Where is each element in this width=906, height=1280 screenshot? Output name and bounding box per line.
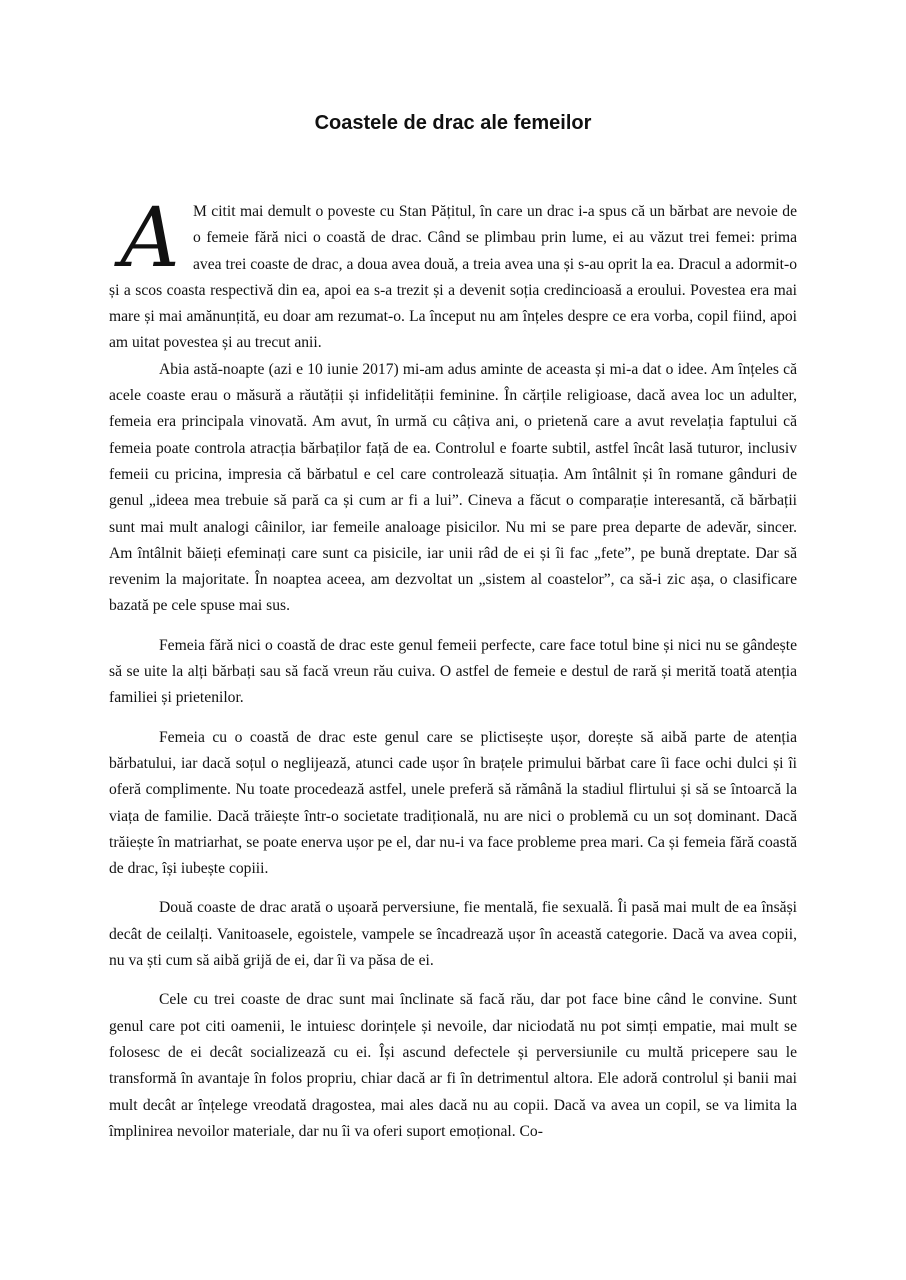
article-body	[109, 191, 797, 1145]
paragraph-4: Femeia cu o coastă de drac este genul care se plictisește ușor, dorește să aibă parte de atenția bărbatului, iar dacă soțul o neglijează, atunci cade ușor în brațele primului bărbat care îi face ochi dulci și îi oferă complimente. Nu toate procedează astfel, unele preferă să rămână la stadiul flirtului și să se întoarcă la viața de familie. Dacă trăiește într-o societate tradițională, nu are nici o problemă cu un soț dominant. Dacă trăiește în matriarhat, se poate enerva ușor pe el, dar nu-i va face probleme prea mari. Ca și femeia fără coastă de drac, își iubește copiii.	[109, 728, 797, 878]
page-title: Coastele de drac ale femeilor	[314, 112, 592, 134]
paragraph-6: Cele cu trei coaste de drac sunt mai înclinate să facă rău, dar pot face bine când le convine. Sunt genul care pot citi oamenii, le intuiesc dorințele și nevoile, dar niciodată nu pot simți empatie, mai mult se folosesc de ei decât socializează cu ei. Își ascund defectele și perversiunile cu multă pricepere sau le transformă în avantaje în folos propriu, chiar dacă ar fi în detrimentul altora. Ele adoră controlul și banii mai mult decât ar înțelege vreodată dragostea, mai ales dacă nu au copii. Dacă va avea un copil, se va limita la împlinirea nevoilor materiale, dar nu îi va oferi suport emoțional. Co-	[109, 991, 797, 1140]
drop-cap-letter: A	[120, 191, 180, 286]
paragraph-1-text: M citit mai demult o poveste cu Stan Pățitul, în care un drac i-a spus că un bărbat are nevoie de o femeie fără nici o coastă de drac. Când se plimbau prin lume, ei au văzut trei femei: prima avea trei coaste de drac, a doua avea două, a treia avea una și s-au oprit la ea. Dracul a adormit-o și a scos coasta respectivă din ea, apoi ea s-a trezit și a devenit soția credincioasă a eroului. Povestea era mai mare și mai amănunțită, eu doar am rezumat-o. La început nu am înțeles despre ce era vorba, copil fiind, apoi am uitat povestea și au trecut anii.	[109, 203, 797, 352]
paragraph-3: Femeia fără nici o coastă de drac este genul femeii perfecte, care face totul bine și nici nu se gândește să se uite la alți bărbați sau să facă vreun rău cuiva. O astfel de femeie e destul de rară și merită toată atenția familiei și prietenilor.	[109, 636, 797, 707]
paragraph-1	[109, 191, 797, 357]
paragraph-2: Abia astă-noapte (azi e 10 iunie 2017) mi-am adus aminte de aceasta și mi-a dat o idee. Am înțeles că acele coaste erau o măsură a răutății și infidelității feminine. În cărțile religioase, dacă avea loc un adulter, femeia era principala vinovată. Am avut, în urmă cu câțiva ani, o prietenă care a avut revelația faptului că femeia poate controla atracția bărbaților față de ea. Controlul e foarte subtil, astfel încât lasă tuturor, inclusiv femeii cu pricina, impresia că bărbatul e cel care controlează situația. Am întâlnit și în romane gânduri de genul „ideea mea trebuie să pară ca și cum ar fi a lui”. Cineva a făcut o comparație interesantă, că bărbații sunt mai mult analogi câinilor, iar femeile analoage pisicilor. Nu mi se pare prea departe de adevăr, sincer. Am întâlnit băieți efeminați care sunt ca pisicile, iar unii râd de ei și îi fac „fete”, pe bună dreptate. Dar să revenim la majoritate. În noaptea aceea, am dezvoltat un „sistem al coastelor”, ca să-i zic așa, o clasificare bazată pe cele spuse mai sus.	[109, 360, 797, 615]
paragraph-5: Două coaste de drac arată o ușoară perversiune, fie mentală, fie sexuală. Îi pasă mai mult de ea însăși decât de ceilalți. Vanitoasele, egoistele, vampele se încadrează ușor în această categorie. Dacă va avea copii, nu va ști cum să aibă grijă de ei, dar îi va păsa de ei.	[109, 899, 797, 970]
